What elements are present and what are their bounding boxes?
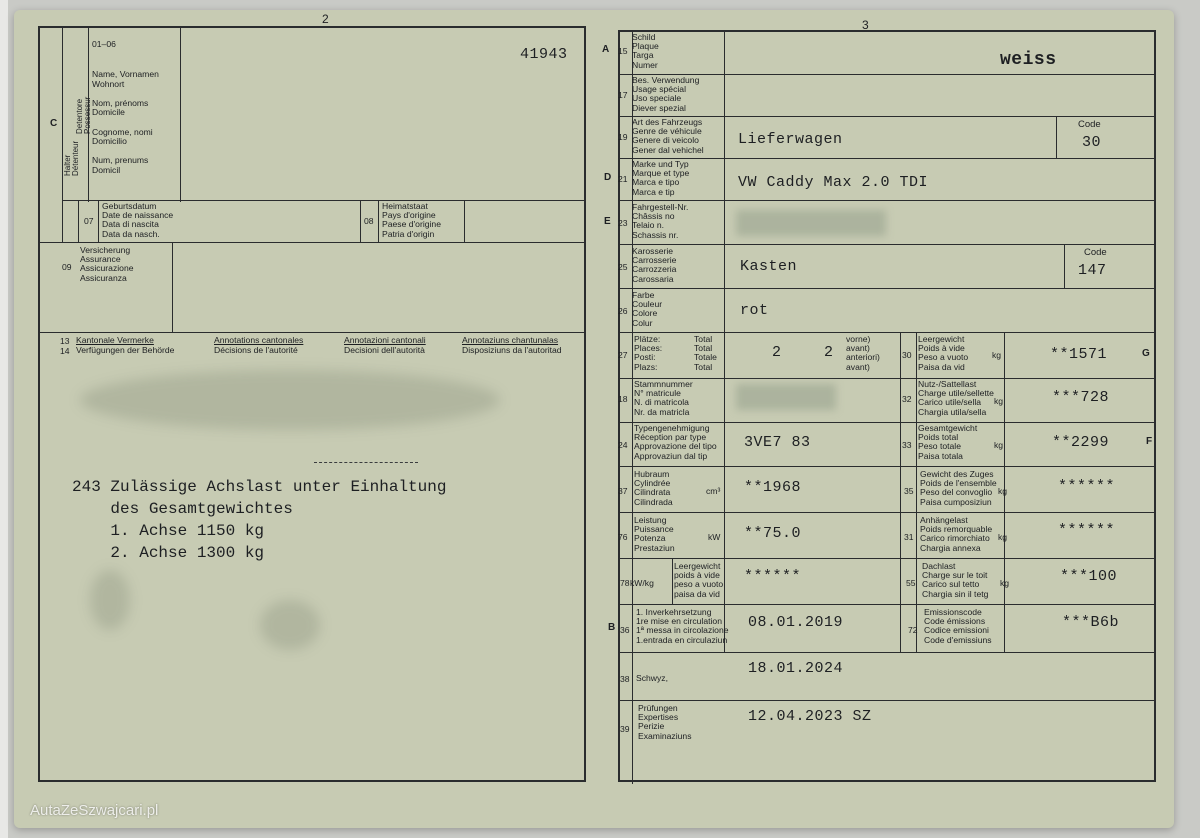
letter-c: C [50, 118, 58, 129]
divider [1056, 116, 1057, 158]
field-14-number: 14 [60, 346, 70, 356]
field-37-value: **1968 [744, 479, 802, 496]
field-17-number: 17 [618, 90, 628, 100]
field-76-number: 76 [618, 532, 628, 542]
field-26-value: rot [740, 302, 769, 319]
field-17-label: Bes. Verwendung Usage spécial Uso speciale Diever spezial [632, 75, 700, 113]
field-38-number: 38 [620, 674, 630, 684]
divider [98, 200, 99, 242]
smudge [80, 370, 500, 430]
divider [464, 200, 465, 242]
field-27-value: 2 [772, 344, 782, 361]
field-39-number: 39 [620, 724, 630, 734]
field-35-label: Gewicht des Zuges Poids de l'ensemble Peso del convoglio Paisa cumposiziun [920, 469, 997, 507]
divider [172, 242, 173, 332]
field-76-value: **75.0 [744, 525, 802, 542]
field-14-label-rm: Disposiziuns da l'autoritad [462, 345, 562, 355]
field-78-unit: kW/kg [630, 578, 654, 588]
field-07-number: 07 [84, 216, 94, 226]
field-32-label: Nutz-/Sattellast Charge utile/sellette Carico utile/sella Chargia utila/sella [918, 379, 994, 417]
smudge [90, 570, 130, 630]
field-78-label: Leergewicht poids à vide peso a vuoto paisa da vid [674, 561, 724, 599]
field-33-unit: kg [994, 440, 1004, 450]
field-32-value: ***728 [1052, 389, 1110, 406]
field-23-label: Fahrgestell-Nr. Châssis no Telaio n. Schassis nr. [632, 202, 689, 240]
divider [180, 26, 181, 202]
divider [618, 558, 1156, 559]
field-19-code-label: Code [1078, 119, 1101, 130]
smudge [260, 600, 320, 650]
field-25-code-label: Code [1084, 247, 1107, 258]
registration-number: 41943 [520, 46, 568, 63]
field-33-value: **2299 [1052, 434, 1110, 451]
field-36-value: 08.01.2019 [748, 614, 844, 631]
field-37-number: 37 [618, 486, 628, 496]
page-number-right: 3 [862, 18, 869, 32]
field-27-label: Plätze: Places: Posti: Plazs: [634, 334, 663, 372]
field-35-number: 35 [904, 486, 914, 496]
field-25-code: 147 [1078, 262, 1107, 279]
field-78-number: 78 [620, 578, 630, 588]
field-55-value: ***100 [1060, 568, 1118, 585]
field-55-number: 55 [906, 578, 916, 588]
field-25-number: 25 [618, 262, 628, 272]
field-08-number: 08 [364, 216, 374, 226]
field-25-value: Kasten [740, 258, 798, 275]
field-19-value: Lieferwagen [738, 131, 843, 148]
field-37-unit: cm³ [706, 486, 721, 496]
field-30-number: 30 [902, 350, 912, 360]
field-39-label: Prüfungen Expertises Perizie Examinaziuns [638, 703, 692, 741]
field-13-number: 13 [60, 336, 70, 346]
divider [618, 288, 1156, 289]
field-26-label: Farbe Couleur Colore Colur [632, 290, 663, 328]
field-13-label-de: Kantonale Vermerke [76, 335, 154, 345]
field-38-label: Schwyz, [636, 673, 668, 683]
field-35-unit: kg [998, 486, 1008, 496]
divider [618, 604, 1156, 605]
field-76-label: Leistung Puissance Potenza Prestaziun [634, 515, 675, 553]
field-14-label-it: Decisioni dell'autorità [344, 345, 425, 355]
divider [618, 158, 1156, 159]
annotation-rule [314, 462, 418, 463]
divider [916, 332, 917, 652]
divider [360, 200, 361, 242]
divider [618, 700, 1156, 701]
field-25-label: Karosserie Carrosserie Carrozzeria Carossaria [632, 246, 677, 284]
field-78-value: ****** [744, 568, 802, 585]
redacted-chassis-number [736, 210, 886, 236]
letter-d: D [604, 172, 612, 183]
field-36-label: 1. Inverkehrsetzung 1re mise en circulation 1ª messa in circolazione 1.entrada en circulaziun [636, 607, 729, 645]
field-21-value: VW Caddy Max 2.0 TDI [738, 174, 929, 191]
field-31-label: Anhängelast Poids remorquable Carico rimorchiato Chargia annexa [920, 515, 993, 553]
divider [618, 200, 1156, 201]
field-18-number: 18 [618, 394, 628, 404]
field-18-label: Stammnummer N° matricule N. di matricola Nr. da matricla [634, 379, 693, 417]
holder-vertical-label: Halter Détenteur [63, 140, 80, 176]
redacted-matricule [736, 384, 836, 410]
holder-label: Name, Vornamen Wohnort Nom, prénoms Domicile Cognome, nomi Domicilio Num, prenums Domicil [92, 69, 159, 175]
page-number-left: 2 [322, 12, 329, 26]
field-15-label: Schild Plaque Targa Numer [632, 32, 659, 70]
letter-b: B [608, 622, 616, 633]
field-72-value: ***B6b [1062, 614, 1120, 631]
field-76-unit: kW [708, 532, 721, 542]
divider [618, 512, 1156, 513]
field-13-label-it: Annotazioni cantonali [344, 335, 426, 345]
field-31-number: 31 [904, 532, 914, 542]
field-35-value: ****** [1058, 478, 1116, 495]
divider [618, 652, 1156, 653]
field-08-label: Heimatstaat Pays d'origine Paese d'origine Patria d'origin [382, 201, 441, 239]
letter-a: A [602, 44, 610, 55]
field-31-value: ****** [1058, 522, 1116, 539]
field-09-label: Versicherung Assurance Assicurazione Assicuranza [80, 245, 134, 283]
field-31-unit: kg [998, 532, 1008, 542]
field-36-number: 36 [620, 625, 630, 635]
letter-f: F [1146, 436, 1153, 447]
field-72-number: 72 [908, 625, 918, 635]
field-21-number: 21 [618, 174, 628, 184]
field-24-number: 24 [618, 440, 628, 450]
divider [62, 26, 63, 242]
field-72-label: Emissionscode Code émissions Codice emissioni Code d'emissiuns [924, 607, 992, 645]
field-39-value: 12.04.2023 SZ [748, 708, 872, 725]
field-27-number: 27 [618, 350, 628, 360]
divider [672, 558, 673, 604]
divider [38, 332, 586, 333]
divider [618, 244, 1156, 245]
field-07-label: Geburtsdatum Date de naissance Data di nascita Data da nasch. [102, 201, 174, 239]
field-27-label-total: Total Total Totale Total [694, 334, 717, 372]
field-09-number: 09 [62, 262, 72, 272]
field-30-value: **1571 [1050, 346, 1108, 363]
field-38-value: 18.01.2024 [748, 660, 844, 677]
divider [1064, 244, 1065, 288]
divider [618, 378, 1156, 379]
field-23-number: 23 [618, 218, 628, 228]
field-55-unit: kg [1000, 578, 1010, 588]
letter-e: E [604, 216, 611, 227]
field-24-value: 3VE7 83 [744, 434, 811, 451]
field-27-label-front: vorne) avant) anteriori) avant) [846, 334, 880, 372]
field-19-number: 19 [618, 132, 628, 142]
field-32-number: 32 [902, 394, 912, 404]
field-33-label: Gesamtgewicht Poids total Peso totale Paisa totala [918, 423, 978, 461]
divider [378, 200, 379, 242]
field-21-label: Marke und Typ Marque et type Marca e tipo Marca e tip [632, 159, 690, 197]
field-30-unit: kg [992, 350, 1002, 360]
watermark: AutaZeSzwajcari.pl [30, 802, 159, 819]
field-30-label: Leergewicht Poids à vide Peso a vuoto Paisa da vid [918, 334, 969, 372]
field-14-label-de: Verfügungen der Behörde [76, 345, 175, 355]
divider [900, 332, 901, 652]
field-27-value-front: 2 [824, 344, 834, 361]
field-15-value: weiss [1000, 50, 1057, 70]
field-26-number: 26 [618, 306, 628, 316]
background-edge [0, 0, 8, 838]
divider [78, 200, 79, 242]
annotation-text: 243 Zulässige Achslast unter Einhaltung des Gesamtgewichtes 1. Achse 1150 kg 2. Achse 1300 kg [72, 478, 447, 562]
field-19-label: Art des Fahrzeugs Genre de véhicule Genere di veicolo Gener dal vehichel [632, 117, 704, 155]
field-13-label-rm: Annotaziuns chantunalas [462, 335, 559, 345]
divider [618, 466, 1156, 467]
field-14-label-fr: Décisions de l'autorité [214, 345, 298, 355]
field-37-label: Hubraum Cylindrée Cilindrata Cilindrada [634, 469, 673, 507]
field-19-code: 30 [1082, 134, 1102, 151]
field-15-number: 15 [618, 46, 628, 56]
divider [38, 242, 586, 243]
holder-codes: 01–06 [92, 39, 116, 49]
field-13-label-fr: Annotations cantonales [214, 335, 304, 345]
field-33-number: 33 [902, 440, 912, 450]
field-32-unit: kg [994, 396, 1004, 406]
field-55-label: Dachlast Charge sur le toit Carico sul tetto Chargia sin il tetg [922, 561, 989, 599]
field-24-label: Typengenehmigung Réception par type Approvazione del tipo Approvaziun dal tip [634, 423, 717, 461]
divider [618, 332, 1156, 333]
holder-vertical-label-2: Detentore Possessur [75, 96, 92, 134]
letter-g: G [1142, 348, 1150, 359]
